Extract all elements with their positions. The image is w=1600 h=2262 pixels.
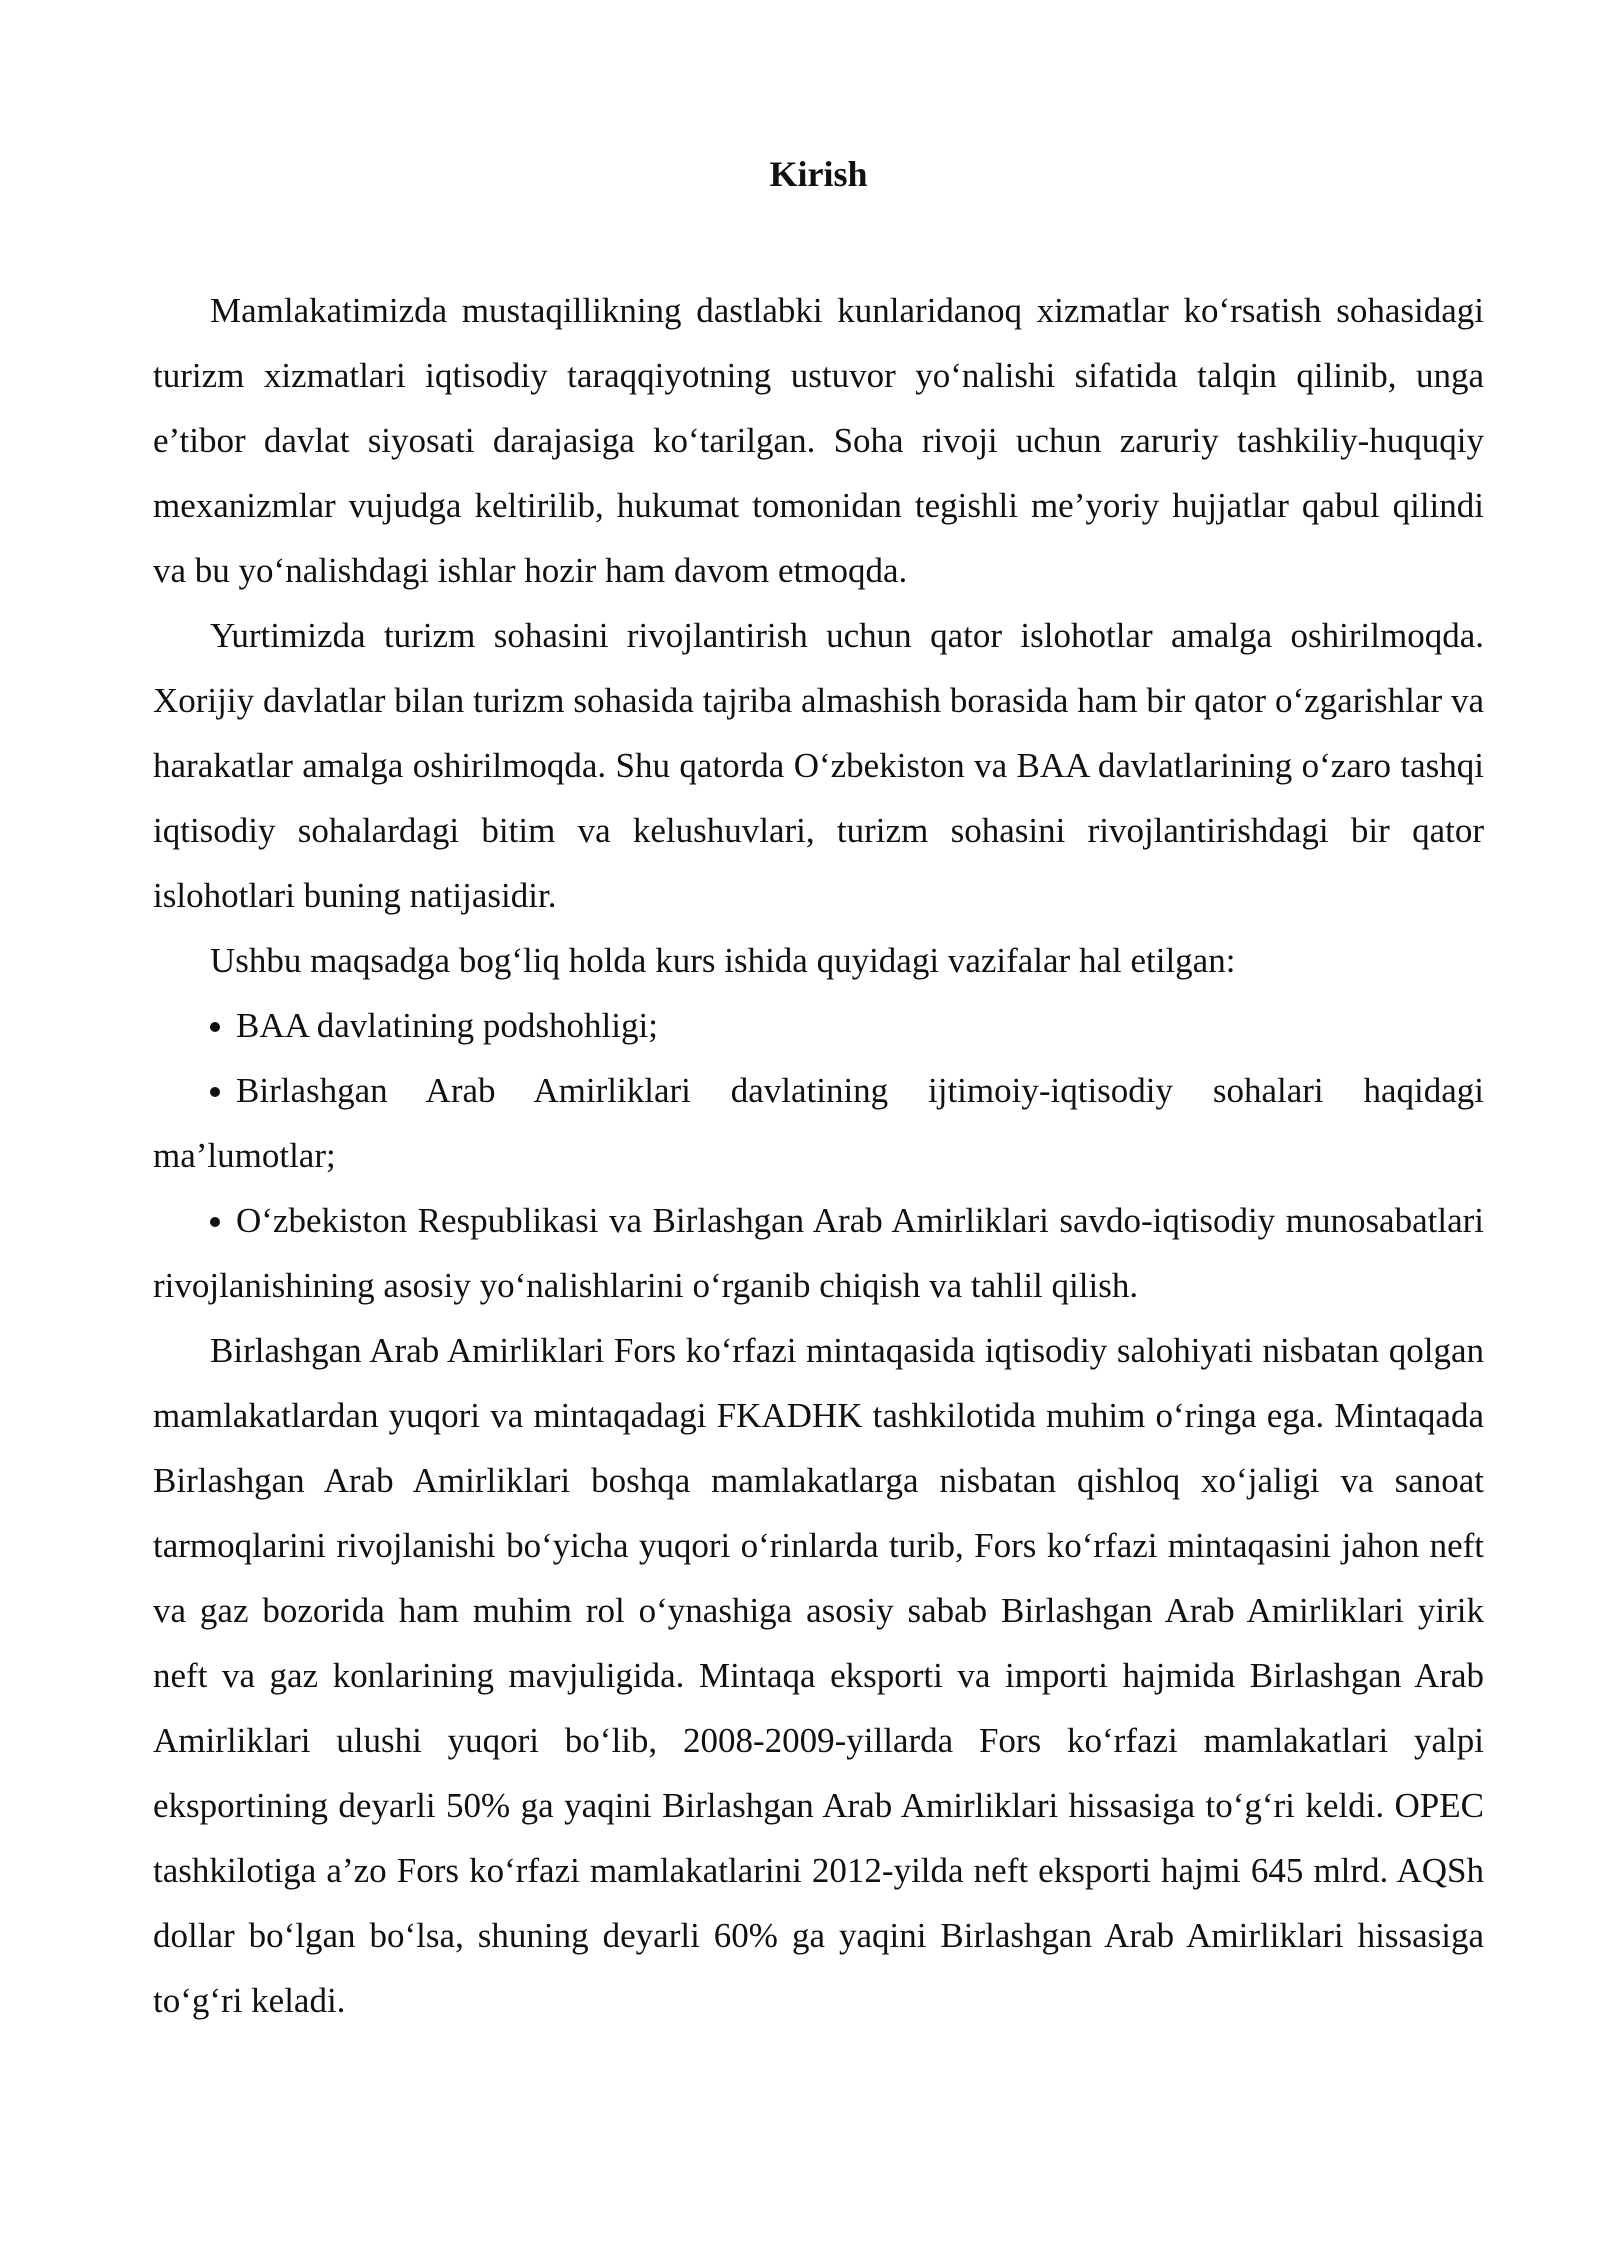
bullet-icon (210, 1087, 220, 1097)
task-list (153, 993, 1484, 1318)
paragraph-uae-economy: Birlashgan Arab Amirliklari Fors ko‘rfazi mintaqasida iqtisodiy salohiyati nisbatan qolgan mamlakatlardan yuqori va mintaqadagi FKADHK tashkilotida muhim o‘ringa ega. Mintaqada Birlashgan Arab Amirliklari boshqa mamlakatlarga nisbatan qishloq xo‘jaligi va sanoat tarmoqlarini rivojlanishi bo‘yicha yuqori o‘rinlarda turib, Fors ko‘rfazi mintaqasini jahon neft va gaz bozorida ham muhim rol o‘ynashiga asosiy sabab Birlashgan Arab Amirliklari yirik neft va gaz konlarining mavjuligida. Mintaqa eksporti va importi hajmida Birlashgan Arab Amirliklari ulushi yuqori bo‘lib, 2008-2009-yillarda Fors ko‘rfazi mamlakatlari yalpi eksportining deyarli 50% ga yaqini Birlashgan Arab Amirliklari hissasiga to‘g‘ri keldi. OPEC tashkilotiga a’zo Fors ko‘rfazi mamlakatlarini 2012-yilda neft eksporti hajmi 645 mlrd. AQSh dollar bo‘lgan bo‘lsa, shuning deyarli 60% ga yaqini Birlashgan Arab Amirliklari hissasiga to‘g‘ri keladi. (153, 1331, 1484, 2020)
paragraph-intro: Mamlakatimizda mustaqillikning dastlabki kunlaridanoq xizmatlar ko‘rsatish sohasidagi turizm xizmatlari iqtisodiy taraqqiyotning ustuvor yo‘nalishi sifatida talqin qilinib, unga e’tibor davlat siyosati darajasiga ko‘tarilgan. Soha rivoji uchun zaruriy tashkiliy-huquqiy mexanizmlar vujudga keltirilib, hukumat tomonidan tegishli me’yoriy hujjatlar qabul qilindi va bu yo‘nalishdagi ishlar hozir ham davom etmoqda. (153, 291, 1484, 590)
task-list-item (153, 1188, 1484, 1318)
task-list-item-text: BAA davlatining podshohligi; (236, 1006, 658, 1045)
task-list-item-text: Birlashgan Arab Amirliklari davlatining ijtimoiy-iqtisodiy sohalari haqidagi ma’lumotlar; (153, 1071, 1484, 1175)
task-list-item (153, 993, 1484, 1058)
bullet-icon (210, 1022, 220, 1032)
paragraph-tasks: Ushbu maqsadga bog‘liq holda kurs ishida quyidagi vazifalar hal etilgan: (210, 941, 1236, 980)
document-page (153, 148, 1484, 2033)
page-title: Kirish (769, 154, 868, 194)
paragraph-reforms: Yurtimizda turizm sohasini rivojlantirish uchun qator islohotlar amalga oshirilmoqda. Xorijiy davlatlar bilan turizm sohasida tajriba almashish borasida ham bir qator o‘zgarishlar va harakatlar amalga oshirilmoqda. Shu qatorda O‘zbekiston va BAA davlatlarining o‘zaro tashqi iqtisodiy sohalardagi bitim va kelushuvlari, turizm sohasini rivojlantirishdagi bir qator islohotlari buning natijasidir. (153, 616, 1484, 915)
bullet-icon (210, 1217, 220, 1227)
task-list-item-text: O‘zbekiston Respublikasi va Birlashgan Arab Amirliklari savdo-iqtisodiy munosabatlari rivojlanishining asosiy yo‘nalishlarini o‘rganib chiqish va tahlil qilish. (153, 1201, 1484, 1305)
task-list-item (153, 1058, 1484, 1188)
